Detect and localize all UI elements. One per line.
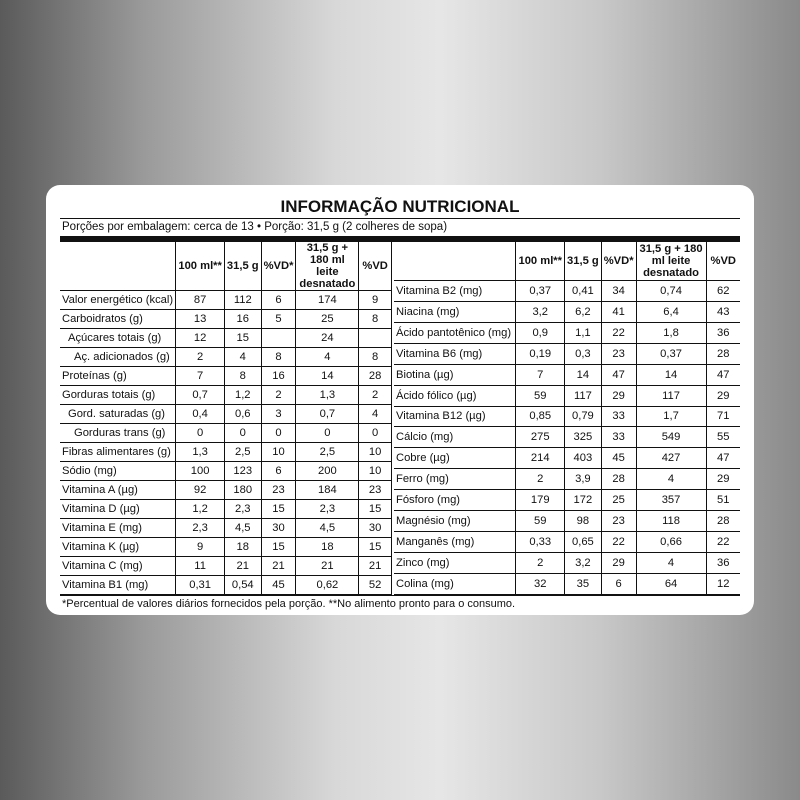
nutrient-name: Fibras alimentares (g) [60,443,176,462]
header-nutrient [394,242,516,281]
nutrient-value-v1: 0,33 [516,532,565,553]
table-row [60,405,392,424]
nutrient-value-v3: 45 [261,576,296,595]
table-row [394,490,740,511]
nutrient-value-v3: 33 [601,406,636,427]
nutrient-name: Ácido fólico (µg) [394,385,516,406]
nutrient-value-v5 [359,329,392,348]
nutrient-value-v5: 55 [706,427,740,448]
nutrient-value-v4: 4 [636,552,706,573]
table-row [60,348,392,367]
nutrient-value-v4: 184 [296,481,359,500]
nutrient-value-v5: 62 [706,281,740,302]
nutrient-value-v2: 1,2 [224,386,261,405]
nutrient-value-v1: 2,3 [176,519,225,538]
nutrient-name: Ácido pantotênico (mg) [394,322,516,343]
table-row [394,385,740,406]
nutrient-value-v2: 4,5 [224,519,261,538]
nutrient-value-v2: 325 [565,427,602,448]
nutrient-name: Manganês (mg) [394,532,516,553]
table-row [394,469,740,490]
nutrient-value-v1: 9 [176,538,225,557]
nutrient-value-v4: 6,4 [636,301,706,322]
nutrient-name: Vitamina E (mg) [60,519,176,538]
nutrient-name: Fósforo (mg) [394,490,516,511]
nutrient-name: Gord. saturadas (g) [60,405,176,424]
nutrient-value-v1: 275 [516,427,565,448]
table-row [60,386,392,405]
nutrient-value-v4: 25 [296,310,359,329]
nutrition-table-left [60,242,392,595]
nutrient-name: Zinco (mg) [394,552,516,573]
header-nutrient [60,242,176,291]
table-row [60,576,392,595]
header-vd: %VD* [261,242,296,291]
nutrient-value-v5: 10 [359,443,392,462]
nutrient-value-v2: 98 [565,511,602,532]
nutrient-value-v5: 28 [706,511,740,532]
nutrient-name: Vitamina B12 (µg) [394,406,516,427]
table-row [394,552,740,573]
tables-wrapper [60,242,740,595]
nutrient-value-v2: 2,5 [224,443,261,462]
nutrient-value-v3: 3 [261,405,296,424]
header-portion-milk: 31,5 g + 180 ml leite desnatado [296,242,359,291]
nutrient-value-v1: 1,2 [176,500,225,519]
table-row [60,557,392,576]
nutrient-value-v2: 35 [565,573,602,594]
nutrient-value-v5: 8 [359,310,392,329]
nutrient-value-v4: 1,7 [636,406,706,427]
table-row [60,367,392,386]
nutrient-value-v4: 4 [636,469,706,490]
nutrient-value-v5: 21 [359,557,392,576]
table-row [394,343,740,364]
nutrient-name: Carboidratos (g) [60,310,176,329]
nutrient-value-v4: 4 [296,348,359,367]
nutrient-value-v5: 12 [706,573,740,594]
nutrient-name: Vitamina D (µg) [60,500,176,519]
nutrient-value-v3: 21 [261,557,296,576]
nutrient-value-v4: 1,3 [296,386,359,405]
nutrient-name: Niacina (mg) [394,301,516,322]
nutrient-value-v4: 427 [636,448,706,469]
nutrient-value-v3: 6 [261,462,296,481]
nutrient-value-v2: 3,2 [565,552,602,573]
nutrient-value-v3: 10 [261,443,296,462]
nutrient-value-v3: 0 [261,424,296,443]
nutrient-value-v5: 22 [706,532,740,553]
nutrient-value-v5: 23 [359,481,392,500]
nutrient-name: Açúcares totais (g) [60,329,176,348]
nutrient-value-v4: 1,8 [636,322,706,343]
header-portion: 31,5 g [565,242,602,281]
nutrient-value-v2: 180 [224,481,261,500]
nutrient-value-v5: 47 [706,364,740,385]
nutrient-name: Valor energético (kcal) [60,291,176,310]
nutrient-value-v1: 2 [176,348,225,367]
nutrient-value-v1: 0,31 [176,576,225,595]
nutrient-name: Ferro (mg) [394,469,516,490]
nutrient-value-v3: 41 [601,301,636,322]
table-row [60,443,392,462]
nutrient-value-v5: 43 [706,301,740,322]
table-row [394,281,740,302]
nutrient-value-v2: 15 [224,329,261,348]
table-row [394,301,740,322]
nutrient-value-v1: 11 [176,557,225,576]
nutrient-value-v5: 28 [706,343,740,364]
nutrient-value-v3: 45 [601,448,636,469]
header-vd: %VD* [601,242,636,281]
nutrient-value-v1: 0,9 [516,322,565,343]
nutrient-value-v1: 0,19 [516,343,565,364]
nutrient-value-v4: 0,62 [296,576,359,595]
nutrient-value-v4: 0,37 [636,343,706,364]
nutrient-name: Vitamina C (mg) [60,557,176,576]
nutrient-value-v4: 21 [296,557,359,576]
table-row [394,322,740,343]
nutrient-value-v5: 36 [706,552,740,573]
nutrient-name: Vitamina B1 (mg) [60,576,176,595]
nutrient-value-v2: 112 [224,291,261,310]
table-right-body [394,281,740,595]
nutrient-value-v2: 0 [224,424,261,443]
nutrient-value-v4: 4,5 [296,519,359,538]
nutrient-value-v4: 357 [636,490,706,511]
nutrient-value-v3: 15 [261,538,296,557]
nutrient-value-v5: 2 [359,386,392,405]
nutrient-name: Vitamina B6 (mg) [394,343,516,364]
nutrient-value-v2: 16 [224,310,261,329]
nutrient-value-v3 [261,329,296,348]
table-row [394,511,740,532]
table-row [60,424,392,443]
nutrient-value-v4: 0,7 [296,405,359,424]
nutrition-label-card [46,185,754,615]
nutrient-value-v5: 51 [706,490,740,511]
header-100ml: 100 ml** [176,242,225,291]
nutrition-table-right [394,242,740,595]
nutrient-value-v2: 14 [565,364,602,385]
nutrient-name: Biotina (µg) [394,364,516,385]
nutrient-value-v1: 0,4 [176,405,225,424]
nutrient-name: Vitamina B2 (mg) [394,281,516,302]
nutrition-panel [60,197,740,612]
header-portion: 31,5 g [224,242,261,291]
nutrient-value-v4: 0 [296,424,359,443]
table-row [60,291,392,310]
nutrient-value-v5: 0 [359,424,392,443]
nutrient-value-v1: 12 [176,329,225,348]
nutrient-value-v5: 9 [359,291,392,310]
header-100ml: 100 ml** [516,242,565,281]
nutrient-value-v1: 3,2 [516,301,565,322]
nutrient-name: Vitamina K (µg) [60,538,176,557]
header-vd-milk: %VD [706,242,740,281]
nutrient-value-v1: 1,3 [176,443,225,462]
nutrient-value-v3: 22 [601,322,636,343]
nutrient-name: Proteínas (g) [60,367,176,386]
nutrient-value-v2: 6,2 [565,301,602,322]
nutrient-value-v4: 117 [636,385,706,406]
nutrient-value-v2: 8 [224,367,261,386]
table-row [60,519,392,538]
nutrient-value-v2: 21 [224,557,261,576]
nutrient-value-v3: 5 [261,310,296,329]
nutrient-value-v5: 10 [359,462,392,481]
nutrient-value-v2: 0,3 [565,343,602,364]
nutrient-name: Magnésio (mg) [394,511,516,532]
nutrient-name: Sódio (mg) [60,462,176,481]
nutrient-value-v3: 47 [601,364,636,385]
nutrient-value-v2: 123 [224,462,261,481]
nutrient-value-v4: 14 [636,364,706,385]
nutrient-value-v3: 23 [261,481,296,500]
nutrient-value-v3: 28 [601,469,636,490]
nutrient-value-v4: 0,74 [636,281,706,302]
nutrient-value-v4: 24 [296,329,359,348]
nutrient-value-v3: 6 [601,573,636,594]
nutrient-value-v2: 172 [565,490,602,511]
portions-line: Porções por embalagem: cerca de 13 • Porção: 31,5 g (2 colheres de sopa) [62,221,448,233]
nutrient-value-v1: 32 [516,573,565,594]
nutrient-value-v2: 3,9 [565,469,602,490]
nutrient-value-v1: 2 [516,469,565,490]
nutrient-value-v5: 52 [359,576,392,595]
table-row [60,500,392,519]
table-row [60,462,392,481]
nutrient-value-v2: 0,41 [565,281,602,302]
nutrient-value-v2: 18 [224,538,261,557]
nutrient-value-v2: 0,65 [565,532,602,553]
nutrient-value-v2: 1,1 [565,322,602,343]
nutrient-value-v2: 403 [565,448,602,469]
nutrient-name: Cobre (µg) [394,448,516,469]
nutrient-value-v4: 14 [296,367,359,386]
nutrient-value-v5: 15 [359,500,392,519]
nutrient-value-v5: 29 [706,385,740,406]
table-left-body [60,291,392,595]
nutrient-value-v3: 2 [261,386,296,405]
table-row [394,448,740,469]
table-header-row [60,242,392,291]
nutrient-value-v1: 13 [176,310,225,329]
table-row [394,364,740,385]
nutrient-value-v5: 8 [359,348,392,367]
nutrient-value-v1: 0 [176,424,225,443]
table-row [60,538,392,557]
nutrient-value-v1: 100 [176,462,225,481]
nutrient-value-v3: 29 [601,385,636,406]
nutrient-value-v2: 0,79 [565,406,602,427]
nutrient-value-v1: 0,85 [516,406,565,427]
nutrient-value-v5: 30 [359,519,392,538]
table-row [60,329,392,348]
nutrient-value-v4: 2,5 [296,443,359,462]
nutrient-value-v4: 64 [636,573,706,594]
nutrient-value-v5: 4 [359,405,392,424]
nutrient-name: Colina (mg) [394,573,516,594]
nutrient-value-v3: 23 [601,511,636,532]
nutrient-name: Gorduras trans (g) [60,424,176,443]
nutrient-value-v5: 36 [706,322,740,343]
nutrient-value-v3: 25 [601,490,636,511]
nutrient-value-v1: 179 [516,490,565,511]
table-row [394,532,740,553]
nutrient-value-v3: 8 [261,348,296,367]
nutrient-value-v5: 15 [359,538,392,557]
nutrient-value-v1: 92 [176,481,225,500]
nutrient-value-v1: 59 [516,385,565,406]
nutrient-value-v2: 0,6 [224,405,261,424]
nutrient-value-v4: 118 [636,511,706,532]
nutrient-value-v1: 214 [516,448,565,469]
nutrient-value-v3: 30 [261,519,296,538]
nutrient-value-v4: 174 [296,291,359,310]
nutrient-value-v2: 0,54 [224,576,261,595]
nutrient-value-v3: 29 [601,552,636,573]
nutrient-value-v3: 15 [261,500,296,519]
table-row [394,573,740,594]
label-title: INFORMAÇÃO NUTRICIONAL [60,197,740,219]
table-row [394,406,740,427]
nutrient-value-v5: 47 [706,448,740,469]
header-vd-milk: %VD [359,242,392,291]
nutrient-value-v1: 7 [516,364,565,385]
table-row [394,427,740,448]
nutrient-value-v2: 117 [565,385,602,406]
nutrient-value-v3: 23 [601,343,636,364]
nutrient-value-v3: 16 [261,367,296,386]
nutrient-value-v1: 0,37 [516,281,565,302]
nutrient-name: Gorduras totais (g) [60,386,176,405]
nutrient-name: Aç. adicionados (g) [60,348,176,367]
nutrient-value-v1: 7 [176,367,225,386]
header-portion-milk: 31,5 g + 180 ml leite desnatado [636,242,706,281]
nutrient-value-v4: 200 [296,462,359,481]
nutrient-name: Cálcio (mg) [394,427,516,448]
nutrient-value-v1: 87 [176,291,225,310]
nutrient-value-v4: 18 [296,538,359,557]
nutrient-value-v3: 33 [601,427,636,448]
nutrient-value-v5: 28 [359,367,392,386]
nutrient-value-v2: 4 [224,348,261,367]
nutrient-value-v3: 34 [601,281,636,302]
nutrient-value-v4: 549 [636,427,706,448]
nutrient-value-v5: 29 [706,469,740,490]
nutrient-value-v1: 59 [516,511,565,532]
nutrient-value-v1: 2 [516,552,565,573]
nutrient-value-v1: 0,7 [176,386,225,405]
table-row [60,310,392,329]
nutrient-value-v3: 6 [261,291,296,310]
table-row [60,481,392,500]
nutrient-value-v3: 22 [601,532,636,553]
nutrient-value-v4: 2,3 [296,500,359,519]
nutrient-name: Vitamina A (µg) [60,481,176,500]
nutrient-value-v5: 71 [706,406,740,427]
footnote: *Percentual de valores diários fornecidos pela porção. **No alimento pronto para o consumo. [60,595,740,612]
nutrient-value-v4: 0,66 [636,532,706,553]
nutrient-value-v2: 2,3 [224,500,261,519]
table-header-row [394,242,740,281]
